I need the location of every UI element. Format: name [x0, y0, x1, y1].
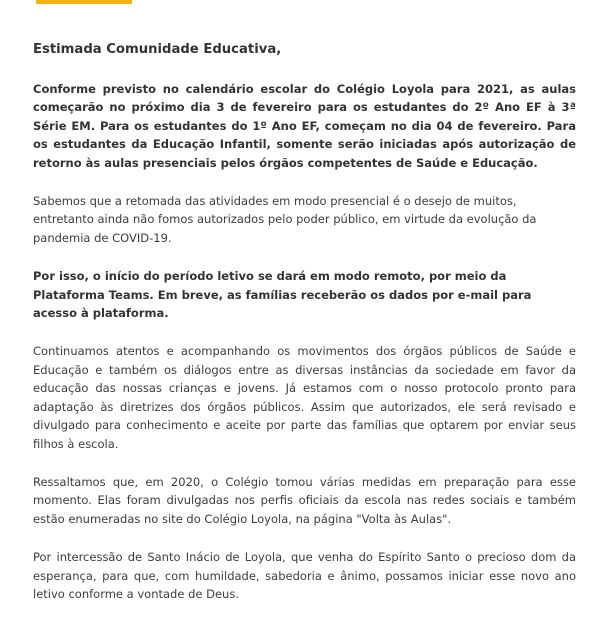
- paragraph-remote-start: Por isso, o início do período letivo se dará em modo remoto, por meio da Plataforma Teams. Em breve, as famílias receberão os dados por e-mail para acesso à plataforma.: [33, 269, 532, 321]
- letter-greeting: Estimada Comunidade Educativa,: [33, 42, 282, 57]
- paragraph-calendar: Conforme previsto no calendário escolar do Colégio Loyola para 2021, as aulas começarão no próximo dia 3 de fevereiro para os estudantes do 2º Ano EF à 3ª Série EM. Para os estudantes do 1º Ano EF, começam no dia 04 de fevereiro. Para os estudantes da Educação Infantil, somente serão iniciadas após autorização de retorno às aulas presenciais pelos órgãos competentes de Saúde e Educação.: [33, 82, 576, 170]
- paragraph-protocol: Continuamos atentos e acompanhando os movimentos dos órgãos públicos de Saúde e Educação e também os diálogos entre as diversas instâncias da sociedade em favor da educação das nossas crianças e jovens. Já estamos com o nosso protocolo pronto para adaptação às diretrizes dos órgãos públicos. Assim que autorizados, ele será revisado e divulgado para conhecimento e aceite por parte das famílias que optarem por enviar seus filhos à escola.: [33, 344, 576, 451]
- letter-body: [33, 41, 576, 623]
- paragraph-presential-return: Sabemos que a retomada das atividades em modo presencial é o desejo de muitos, entretanto ainda não fomos autorizados pelo poder público, em virtude da evolução da pandemia de COVID-19.: [33, 194, 537, 245]
- header-accent-bar: [36, 0, 132, 4]
- paragraph-measures-2020: Ressaltamos que, em 2020, o Colégio tomou várias medidas em preparação para esse momento. Elas foram divulgadas nos perfis oficiais da escola nas redes sociais e também estão enumeradas no site do Colégio Loyola, na página "Volta às Aulas".: [33, 474, 576, 526]
- paragraph-closing-prayer: Por intercessão de Santo Inácio de Loyola, que venha do Espírito Santo o precioso dom da esperança, para que, com humildade, sabedoria e ânimo, possamos iniciar esse novo ano letivo conforme a vontade de Deus.: [33, 550, 576, 601]
